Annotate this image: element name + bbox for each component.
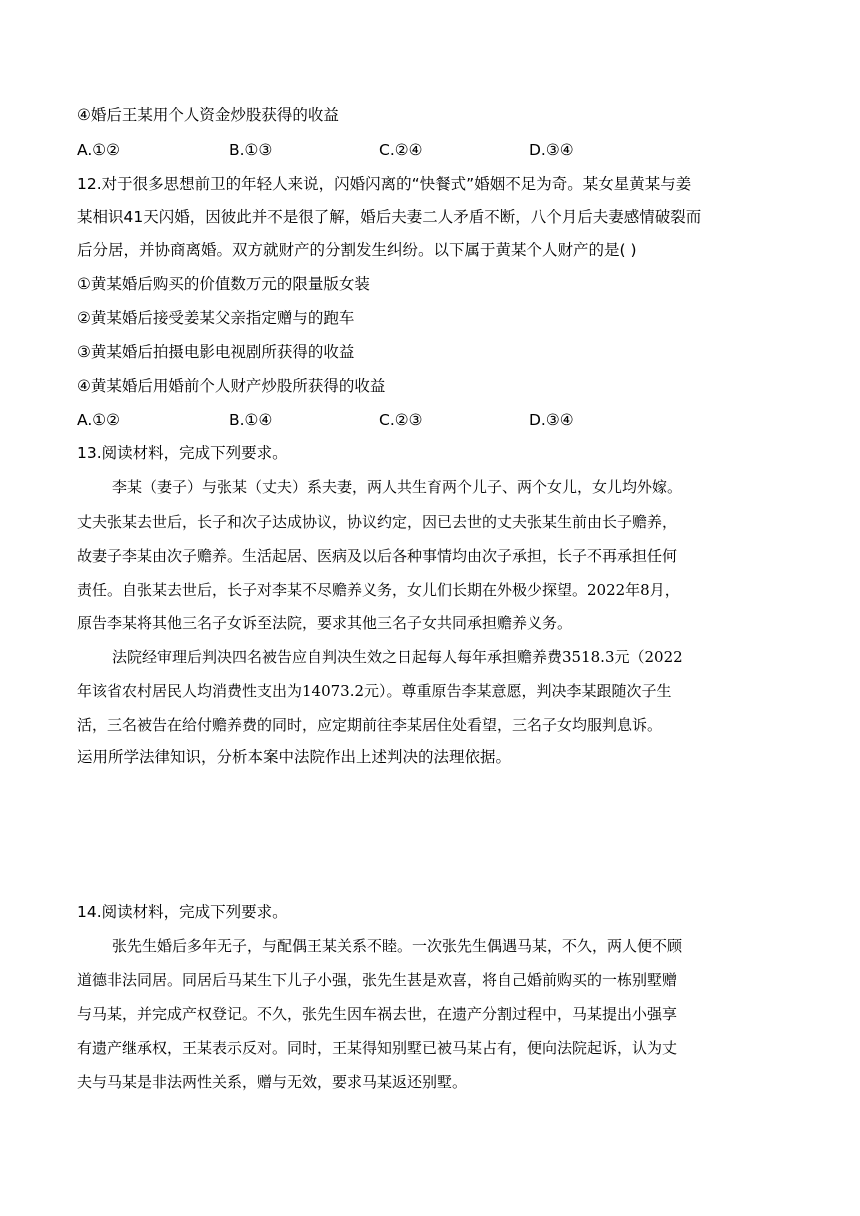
q13-material-line: 李某（妻子）与张某（丈夫）系夫妻，两人共生育两个儿子、两个女儿，女儿均外嫁。: [112, 478, 683, 496]
q12-item-2: ②黄某婚后接受姜某父亲指定赠与的跑车: [77, 309, 355, 327]
q11-item-4: ④婚后王某用个人资金炒股获得的收益: [77, 106, 339, 124]
q13-material-line: 活，三名被告在给付赡养费的同时，应定期前往李某居住处看望，三名子女均服判息诉。: [77, 716, 663, 734]
q11-option-a: A.①②: [77, 141, 121, 159]
q14-material-line: 有遗产继承权，王某表示反对。同时，王某得知别墅已被马某占有，便向法院起诉，认为丈: [77, 1039, 678, 1057]
q12-option-c: C.②③: [379, 411, 423, 429]
q12-item-1: ①黄某婚后购买的价值数万元的限量版女装: [77, 275, 370, 293]
q13-material-line: 故妻子李某由次子赡养。生活起居、医病及以后各种事情均由次子承担，长子不再承担任何: [77, 547, 678, 565]
q12-stem-line: 12.对于很多思想前卫的年轻人来说，闪婚闪离的“快餐式”婚姻不足为奇。某女星黄某与姜: [77, 175, 692, 193]
q12-option-b: B.①④: [229, 411, 273, 429]
q14-material-line: 张先生婚后多年无子，与配偶王某关系不睦。一次张先生偶遇马某，不久，两人便不顾: [112, 937, 683, 955]
q11-option-c: C.②④: [379, 141, 423, 159]
q13-question: 运用所学法律知识，分析本案中法院作出上述判决的法理依据。: [77, 748, 512, 766]
q13-material-line: 原告李某将其他三名子女诉至法院，要求其他三名子女共同承担赡养义务。: [77, 614, 573, 632]
q14-material-line: 夫与马某是非法两性关系，赠与无效，要求马某返还别墅。: [77, 1073, 468, 1091]
q12-stem-line: 某相识41天闪婚，因彼此并不是很了解，婚后夫妻二人矛盾不断，八个月后夫妻感情破裂而: [77, 208, 702, 226]
q12-stem-line: 后分居，并协商离婚。双方就财产的分割发生纠纷。以下属于黄某个人财产的是( ): [77, 241, 637, 259]
q11-option-b: B.①③: [229, 141, 273, 159]
q13-material-line: 丈夫张某去世后，长子和次子达成协议，协议约定，因已去世的丈夫张某生前由长子赡养，: [77, 513, 678, 531]
q12-item-3: ③黄某婚后拍摄电影电视剧所获得的收益: [77, 343, 355, 361]
q14-material-line: 道德非法同居。同居后马某生下儿子小强，张先生甚是欢喜，将自己婚前购买的一栋别墅赠: [77, 971, 678, 989]
q14-header: 14.阅读材料，完成下列要求。: [77, 903, 288, 921]
q11-option-d: D.③④: [529, 141, 574, 159]
q14-material-line: 与马某，并完成产权登记。不久，张先生因车祸去世，在遗产分割过程中，马某提出小强享: [77, 1005, 678, 1023]
q12-option-d: D.③④: [529, 411, 574, 429]
q12-item-4: ④黄某婚后用婚前个人财产炒股所获得的收益: [77, 377, 386, 395]
q13-material-line: 责任。自张某去世后，长子对李某不尽赡养义务，女儿们长期在外极少探望。2022年8月，: [77, 581, 680, 599]
q12-option-a: A.①②: [77, 411, 121, 429]
q13-material-line: 法院经审理后判决四名被告应自判决生效之日起每人每年承担赡养费3518.3元（2022: [112, 648, 683, 666]
q13-header: 13.阅读材料，完成下列要求。: [77, 444, 288, 462]
q13-material-line: 年该省农村居民人均消费性支出为14073.2元）。尊重原告李某意愿，判决李某跟随次子生: [77, 682, 672, 700]
